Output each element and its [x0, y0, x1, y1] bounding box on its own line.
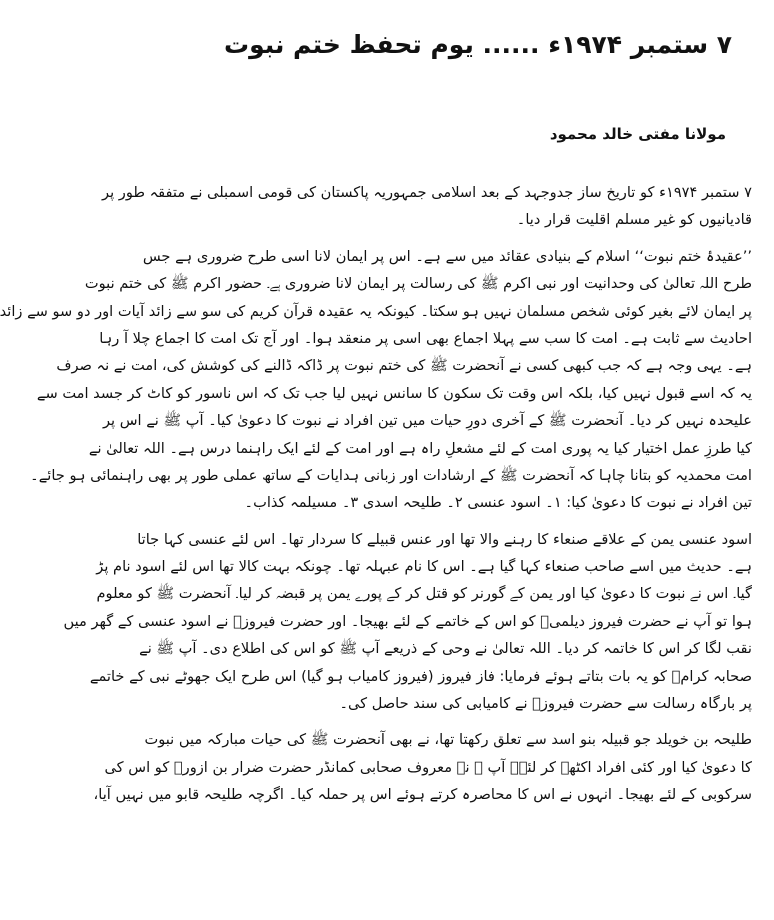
text-line: گیا۔ اس نے نبوت کا دعویٰ کیا اور یمن کے گورنر کو قتل کر کے پورے یمن پر قبضہ کر لیا۔ آنحضرت ﷺ کو معلوم — [96, 585, 752, 603]
text-line: طرح اللہ تعالیٰ کی وحدانیت اور نبی اکرم ﷺ کی رسالت پر ایمان لانا ضروری ہے۔ حضور اکرم ﷺ کی ختم نبوت — [84, 275, 752, 293]
paragraph — [0, 243, 752, 517]
text-line: پر ایمان لائے بغیر کوئی شخص مسلمان نہیں ہو سکتا۔ کیونکہ یہ عقیدہ قرآن کریم کی سو سے زائد آیات اور دو سو سے زائد — [0, 302, 752, 320]
paragraph — [93, 726, 752, 808]
text-line: علیحدہ نہیں کر دیا۔ آنحضرت ﷺ کے آخری دورِ حیات میں تین افراد نے نبوت کا دعویٰ کیا۔ آپ ﷺ نے اس پر — [102, 412, 752, 430]
text-line: یہ کہ اسے قبول نہیں کیا، بلکہ اس وقت تک سکون کا سانس نہیں لیا جب تک کہ اس ناسور کو کاٹ کر جسد امت سے — [36, 384, 752, 402]
paragraph-gap — [204, 717, 752, 726]
text-line: ۷ ستمبر ۱۹۷۴ء کو تاریخ ساز جدوجہد کے بعد اسلامی جمہوریہ پاکستان کی قومی اسمبلی نے متفقہ طور پر — [102, 184, 752, 201]
paragraph-gap — [204, 517, 752, 526]
text-line: ہوا تو آپ نے حضرت فیروز دیلمیؓ کو اس کے خاتمے کے لئے بھیجا۔ اور حضرت فیروزؓ نے اسود عنسی کے گھر میں — [63, 612, 752, 630]
author-name: مولانا مفتی خالد محمود — [549, 125, 726, 143]
paragraph — [102, 179, 752, 234]
text-line: نقب لگا کر اس کا خاتمہ کر دیا۔ اللہ تعالیٰ نے وحی کے ذریعے آپ ﷺ کو اس کی اطلاع دی۔ آپ ﷺ نے — [139, 640, 752, 658]
paragraph-gap — [204, 234, 752, 243]
text-line: سرکوبی کے لئے بھیجا۔ انہوں نے اس کا محاصرہ کرتے ہوئے اس پر حملہ کیا۔ اگرچہ طلیحہ قابو میں نہیں آیا، — [93, 786, 752, 804]
article-title: ۷ ستمبر ۱۹۷۴ء ...... یوم تحفظ ختم نبوت — [223, 30, 733, 59]
text-line: ہے۔ یہی وجہ ہے کہ جب کبھی کسی نے آنحضرت ﷺ کی ختم نبوت پر ڈاکہ ڈالنے کی کوشش کی، امت نے نہ صرف — [56, 357, 752, 375]
text-line: قادیانیوں کو غیر مسلم اقلیت قرار دیا۔ — [516, 211, 752, 229]
text-line: احادیث سے ثابت ہے۔ امت کا سب سے پہلا اجماع بھی اسی پر منعقد ہوا۔ اور آج تک امت کا اجماع چلا آ رہا — [99, 329, 752, 347]
text-line: تین افراد نے نبوت کا دعویٰ کیا: ۱۔ اسود عنسی ۲۔ طلیحہ اسدی ۳۔ مسیلمہ کذاب۔ — [244, 494, 752, 512]
text-line: صحابہ کرامؓ کو یہ بات بتاتے ہوئے فرمایا: فاز فیروز (فیروز کامیاب ہو گیا) اس طرح ایک جھوٹے نبی کے خاتمے — [89, 667, 752, 685]
text-line: ہے۔ حدیث میں اسے صاحب صنعاء کہا گیا ہے۔ اس کا نام عبہلہ تھا۔ چونکہ بہت کالا تھا اس لئے اسود نام پڑ — [96, 558, 752, 576]
text-line: پر بارگاہ رسالت سے حضرت فیروزؓ نے کامیابی کی سند حاصل کی۔ — [339, 695, 752, 713]
text-line: امت محمدیہ کو بتانا چاہا کہ آنحضرت ﷺ کے ارشادات اور زبانی ہدایات کے ساتھ عملی طور پر بھی راہنمائی ہو جائے۔ — [30, 466, 752, 484]
article-body — [0, 179, 752, 809]
text-line: کا دعویٰ کیا اور کئی افراد اکٹھے کر لئے۔ آپ ﷺ نے معروف صحابی کمانڈر حضرت ضرار بن ازورؓ کو اس کی — [104, 758, 752, 776]
text-line: کیا طرزِ عمل اختیار کیا یہ پوری امت کے لئے مشعلِ راہ ہے اور امت کے لئے ایک راہنما درس ہے۔ اللہ تعالیٰ نے — [88, 439, 752, 457]
text-line: اسود عنسی یمن کے علاقے صنعاء کا رہنے والا تھا اور عنس قبیلے کا سردار تھا۔ اس لئے عنسی کہا جاتا — [137, 530, 752, 548]
text-line: ’’عقیدۂ ختم نبوت‘‘ اسلام کے بنیادی عقائد میں سے ہے۔ اس پر ایمان لانا اسی طرح ضروری ہے جس — [142, 247, 752, 265]
text-line: طلیحہ بن خویلد جو قبیلہ بنو اسد سے تعلق رکھتا تھا، نے بھی آنحضرت ﷺ کی حیات مبارکہ میں نبوت — [144, 731, 752, 749]
paragraph — [63, 526, 752, 718]
